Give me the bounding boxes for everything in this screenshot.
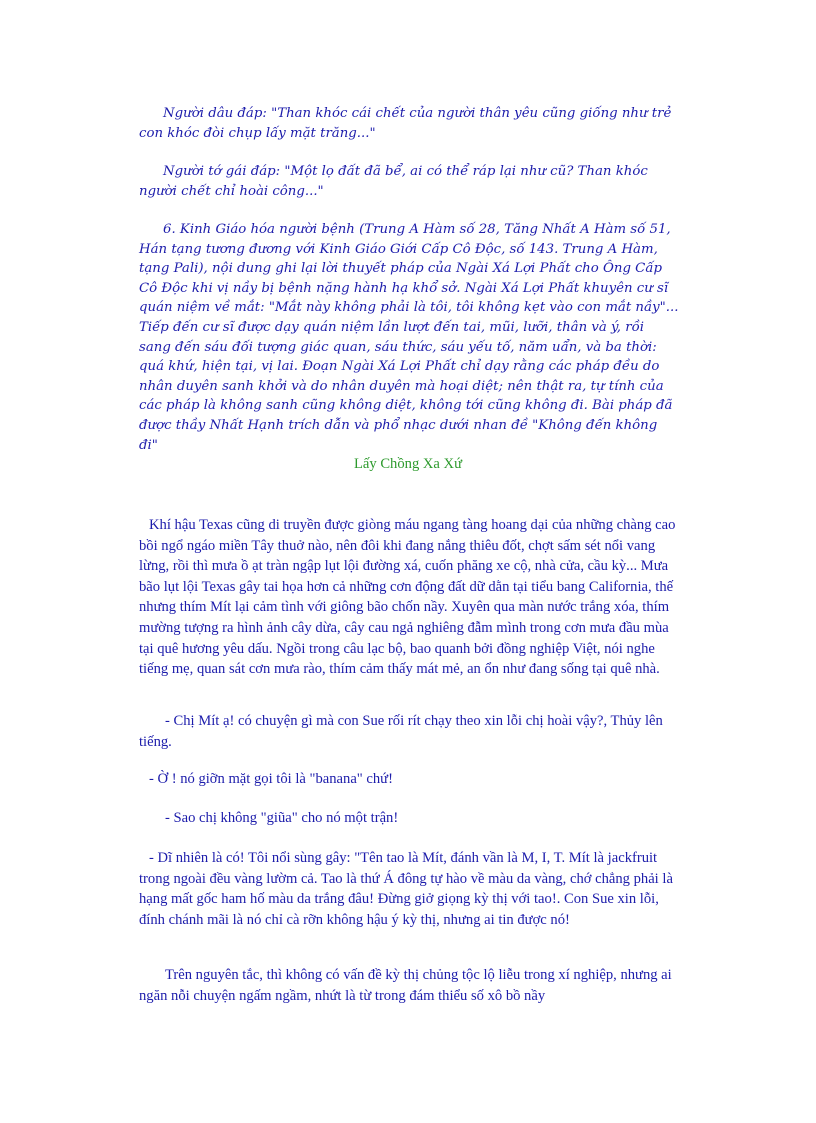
paragraph-dialogue-1: - Chị Mít ạ! có chuyện gì mà con Sue rối rít chạy theo xin lỗi chị hoài vậy?, Thủy lên tiếng. (139, 713, 663, 750)
paragraph-dialogue-3: - Sao chị không "giũa" cho nó một trận! (165, 810, 399, 826)
paragraph-discrimination: Trên nguyên tắc, thì không có vấn đề kỳ thị chủng tộc lộ liễu trong xí nghiệp, nhưng ai ngăn nỗi chuyện ngấm ngầm, nhứt là từ trong đám thiểu số xô bồ nầy (139, 967, 672, 1004)
paragraph-daughter-in-law: Người dâu đáp: "Than khóc cái chết của người thân yêu cũng giống như trẻ con khóc đòi chụp lấy mặt trăng..." (139, 106, 672, 141)
paragraph-maid: Người tớ gái đáp: "Một lọ đất đã bể, ai có thể ráp lại như cũ? Than khóc người chết chỉ hoài công..." (139, 164, 648, 199)
paragraph-texas-weather: Khí hậu Texas cũng di truyền được giòng máu ngang tàng hoang dại của những chàng cao bồi ngổ ngáo miền Tây thuở nào, nên đôi khi đang nắng thiêu đốt, chợt sấm sét nổi vang lừng, rồi thì mưa ồ ạt tràn ngập lụt lội đường xá, cuốn phăng xe cộ, nhà cửa, cầu kỳ... Mưa bão lụt lội Texas gây tai họa hơn cả những cơn động đất dữ dằn tại tiểu bang California, thế nhưng thím Mít lại cảm tình với giông bão chốn nầy. Xuyên qua màn nước trắng xóa, thím mường tượng ra hình ảnh cây dừa, cây cau ngả nghiêng đẫm mình trong cơn mưa đầu mùa tại quê hương yêu dấu. Ngồi trong câu lạc bộ, bao quanh bởi đồng nghiệp Việt, nói nghe tiếng mẹ, quan sát cơn mưa rào, thím cảm thấy mát mẻ, an ổn như đang sống tại quê nhà. (139, 517, 676, 678)
paragraph-dialogue-2: - Ờ ! nó giỡn mặt gọi tôi là "banana" chứ! (149, 771, 393, 787)
paragraph-sutra-note: 6. Kinh Giáo hóa người bệnh (Trung A Hàm số 28, Tăng Nhất A Hàm số 51, Hán tạng tương đương với Kinh Giáo Giới Cấp Cô Độc, số 143. Trung A Hàm, tạng Pali), nội dung ghi lại lời thuyết pháp của Ngài Xá Lợi Phất cho Ông Cấp Cô Độc khi vị nầy bị bệnh nặng hành hạ khổ sở. Ngài Xá Lợi Phất khuyên cư sĩ quán niệm về mắt: "Mắt này không phải là tôi, tôi không kẹt vào con mắt nầy"... Tiếp đến cư sĩ được dạy quán niệm lần lượt đến tai, mũi, lưỡi, thân và ý, rồi sang đến sáu đối tượng giác quan, sáu thức, sáu yếu tố, năm uẩn, và ba thời: quá khứ, hiện tại, vị lai. Đoạn Ngài Xá Lợi Phất chỉ dạy rằng các pháp đều do nhân duyên sanh khởi và do nhân duyên mà hoại diệt; nên thật ra, tự tính của các pháp là không sanh cũng không diệt, không tới cũng không đi. Bài pháp đã được thầy Nhất Hạnh trích dẫn và phổ nhạc dưới nhan đề "Không đến không đi" (139, 222, 679, 453)
story-title: Lấy Chồng Xa Xứ (353, 456, 463, 472)
paragraph-dialogue-4: - Dĩ nhiên là có! Tôi nổi sùng gây: "Tên tao là Mít, đánh vần là M, I, T. Mít là jackfruit trong ngoài đều vàng lườm cả. Tao là thứ Á đông tự hào về màu da vàng, chớ chẳng phải là hạng mất gốc ham hố màu da trắng đâu! Đừng giở giọng kỳ thị với tao!. Con Sue xin lỗi, đính chánh mãi là nó chỉ cà rỡn không hậu ý kỳ thị, nhưng ai tin được nó! (139, 850, 673, 928)
